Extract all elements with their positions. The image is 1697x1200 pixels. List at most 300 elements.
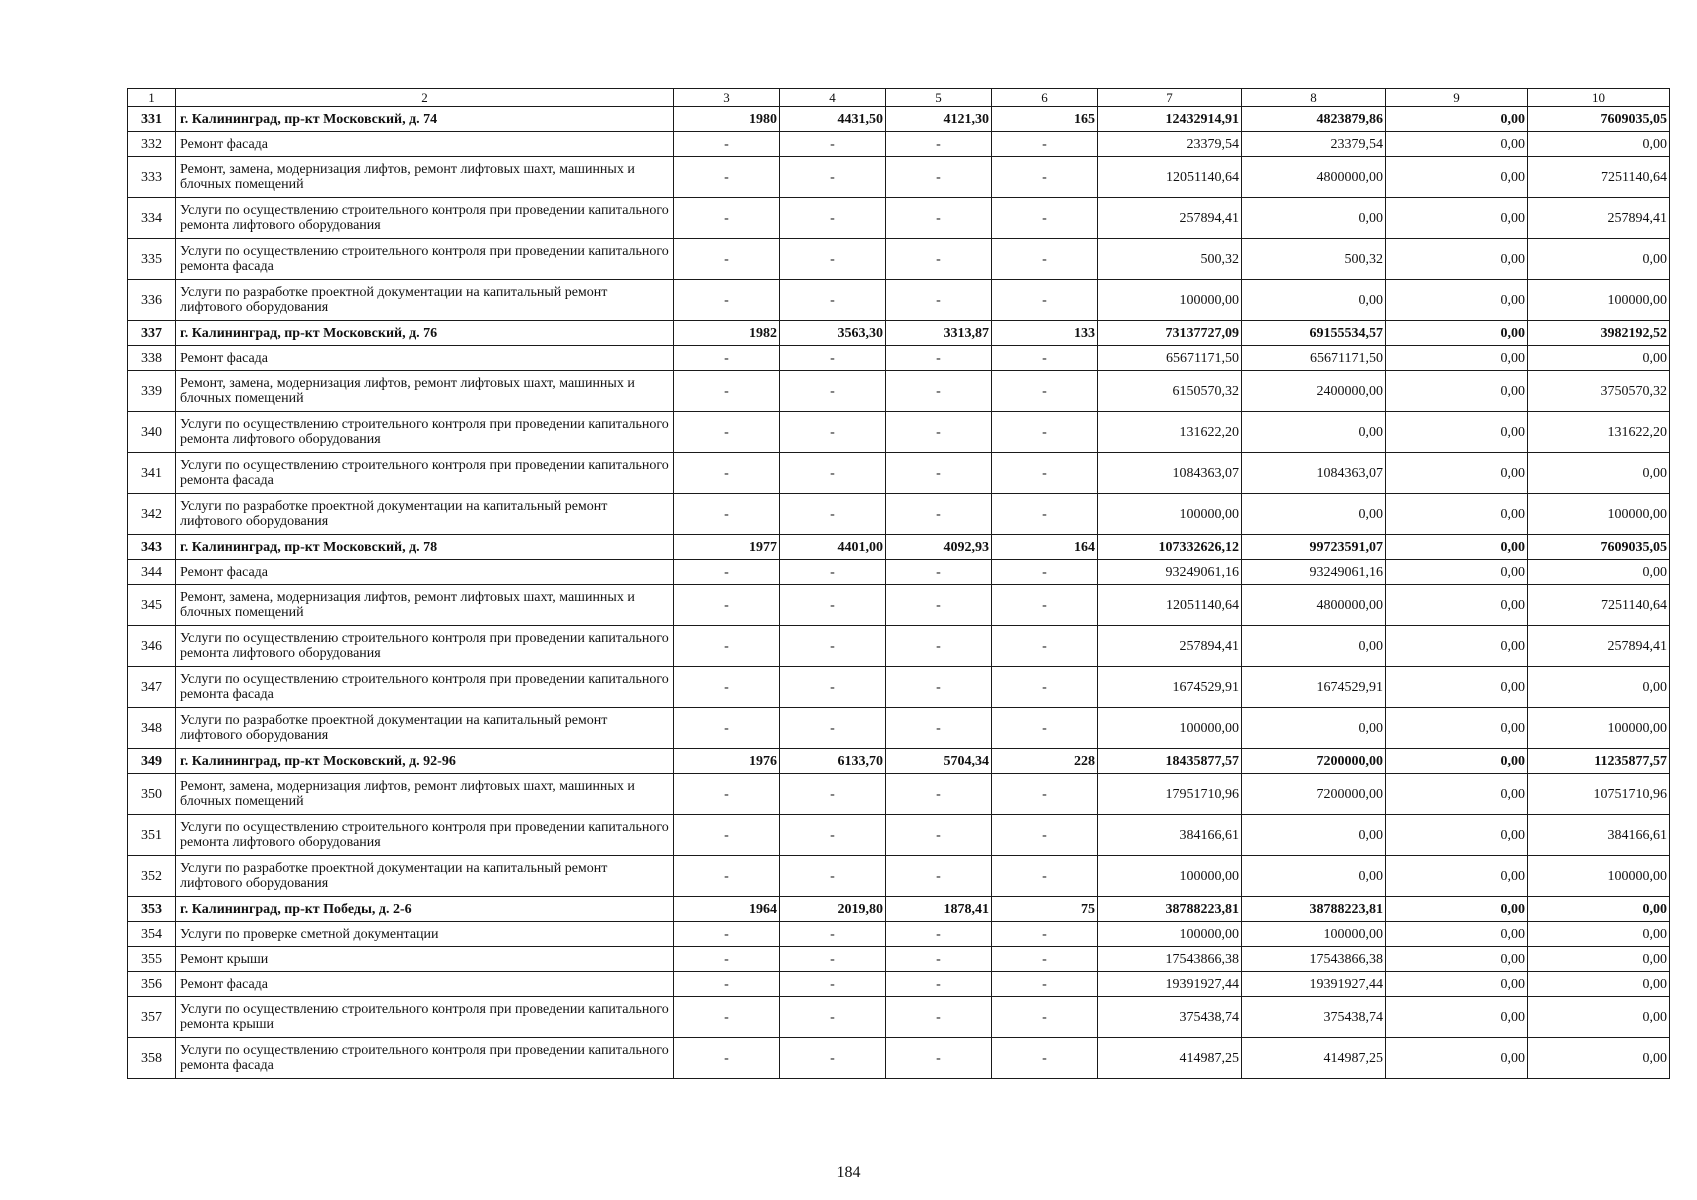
row-number: 355 — [128, 947, 176, 972]
column-header-2: 2 — [176, 89, 674, 107]
total-area: - — [780, 972, 886, 997]
total-cost: 1084363,07 — [1098, 453, 1242, 494]
living-area: - — [886, 856, 992, 897]
row-description: Ремонт фасада — [176, 560, 674, 585]
cost-col-9: 0,00 — [1386, 947, 1528, 972]
total-area: - — [780, 412, 886, 453]
column-header-5: 5 — [886, 89, 992, 107]
living-area: - — [886, 239, 992, 280]
cost-col-10: 0,00 — [1528, 1038, 1670, 1079]
total-cost: 257894,41 — [1098, 626, 1242, 667]
total-area: - — [780, 157, 886, 198]
total-area: - — [780, 997, 886, 1038]
cost-col-10: 7251140,64 — [1528, 585, 1670, 626]
living-area: - — [886, 585, 992, 626]
living-area: - — [886, 371, 992, 412]
cost-col-8: 7200000,00 — [1242, 749, 1386, 774]
row-description: Ремонт, замена, модернизация лифтов, ремонт лифтовых шахт, машинных и блочных помещений — [176, 371, 674, 412]
total-area: - — [780, 708, 886, 749]
cost-col-10: 7609035,05 — [1528, 535, 1670, 560]
cost-col-9: 0,00 — [1386, 453, 1528, 494]
year-built: - — [674, 560, 780, 585]
total-cost: 414987,25 — [1098, 1038, 1242, 1079]
residents: - — [992, 239, 1098, 280]
total-cost: 23379,54 — [1098, 132, 1242, 157]
row-description: Услуги по осуществлению строительного контроля при проведении капитального ремонта лифтового оборудования — [176, 412, 674, 453]
cost-col-9: 0,00 — [1386, 132, 1528, 157]
row-number: 357 — [128, 997, 176, 1038]
row-description: Услуги по разработке проектной документации на капитальный ремонт лифтового оборудования — [176, 708, 674, 749]
row-number: 353 — [128, 897, 176, 922]
row-description: Услуги по осуществлению строительного контроля при проведении капитального ремонта крыши — [176, 997, 674, 1038]
total-area: - — [780, 774, 886, 815]
residents: - — [992, 626, 1098, 667]
cost-col-8: 69155534,57 — [1242, 321, 1386, 346]
column-header-6: 6 — [992, 89, 1098, 107]
row-description: Ремонт, замена, модернизация лифтов, ремонт лифтовых шахт, машинных и блочных помещений — [176, 157, 674, 198]
row-description: г. Калининград, пр-кт Московский, д. 92-96 — [176, 749, 674, 774]
cost-col-8: 0,00 — [1242, 856, 1386, 897]
living-area: - — [886, 997, 992, 1038]
work-item-row — [128, 412, 1670, 453]
living-area: 3313,87 — [886, 321, 992, 346]
cost-col-9: 0,00 — [1386, 494, 1528, 535]
work-item-row — [128, 453, 1670, 494]
page-number: 184 — [836, 1164, 861, 1181]
total-cost: 100000,00 — [1098, 856, 1242, 897]
residents: - — [992, 157, 1098, 198]
row-number: 331 — [128, 107, 176, 132]
year-built: - — [674, 239, 780, 280]
cost-col-8: 7200000,00 — [1242, 774, 1386, 815]
residents: - — [992, 667, 1098, 708]
row-number: 354 — [128, 922, 176, 947]
cost-col-9: 0,00 — [1386, 922, 1528, 947]
total-area: - — [780, 371, 886, 412]
year-built: 1982 — [674, 321, 780, 346]
cost-col-9: 0,00 — [1386, 1038, 1528, 1079]
work-item-row — [128, 560, 1670, 585]
year-built: - — [674, 626, 780, 667]
row-description: Ремонт крыши — [176, 947, 674, 972]
row-number: 350 — [128, 774, 176, 815]
cost-col-9: 0,00 — [1386, 585, 1528, 626]
residents: - — [992, 412, 1098, 453]
row-description: Услуги по осуществлению строительного контроля при проведении капитального ремонта фасада — [176, 239, 674, 280]
cost-col-9: 0,00 — [1386, 708, 1528, 749]
total-cost: 257894,41 — [1098, 198, 1242, 239]
residents: - — [992, 132, 1098, 157]
year-built: - — [674, 1038, 780, 1079]
address-row — [128, 749, 1670, 774]
residents: - — [992, 585, 1098, 626]
total-cost: 17951710,96 — [1098, 774, 1242, 815]
cost-col-9: 0,00 — [1386, 412, 1528, 453]
residents: 133 — [992, 321, 1098, 346]
total-area: - — [780, 585, 886, 626]
cost-col-10: 0,00 — [1528, 897, 1670, 922]
row-number: 337 — [128, 321, 176, 346]
year-built: - — [674, 774, 780, 815]
cost-col-8: 0,00 — [1242, 280, 1386, 321]
cost-col-8: 0,00 — [1242, 815, 1386, 856]
residents: 165 — [992, 107, 1098, 132]
work-item-row — [128, 922, 1670, 947]
living-area: - — [886, 280, 992, 321]
address-row — [128, 897, 1670, 922]
cost-col-8: 19391927,44 — [1242, 972, 1386, 997]
cost-col-10: 0,00 — [1528, 346, 1670, 371]
work-item-row — [128, 494, 1670, 535]
row-description: Услуги по осуществлению строительного контроля при проведении капитального ремонта лифтового оборудования — [176, 626, 674, 667]
year-built: - — [674, 922, 780, 947]
living-area: 4121,30 — [886, 107, 992, 132]
total-cost: 73137727,09 — [1098, 321, 1242, 346]
total-cost: 100000,00 — [1098, 280, 1242, 321]
work-item-row — [128, 856, 1670, 897]
total-area: - — [780, 198, 886, 239]
residents: - — [992, 560, 1098, 585]
cost-col-10: 131622,20 — [1528, 412, 1670, 453]
cost-col-9: 0,00 — [1386, 774, 1528, 815]
row-description: Услуги по разработке проектной документации на капитальный ремонт лифтового оборудования — [176, 280, 674, 321]
residents: - — [992, 947, 1098, 972]
total-area: 4431,50 — [780, 107, 886, 132]
cost-col-8: 500,32 — [1242, 239, 1386, 280]
year-built: - — [674, 132, 780, 157]
cost-col-9: 0,00 — [1386, 667, 1528, 708]
year-built: - — [674, 815, 780, 856]
column-header-8: 8 — [1242, 89, 1386, 107]
total-area: - — [780, 667, 886, 708]
address-row — [128, 107, 1670, 132]
work-item-row — [128, 774, 1670, 815]
total-cost: 93249061,16 — [1098, 560, 1242, 585]
year-built: - — [674, 198, 780, 239]
residents: - — [992, 856, 1098, 897]
cost-col-9: 0,00 — [1386, 346, 1528, 371]
total-cost: 12051140,64 — [1098, 585, 1242, 626]
total-cost: 1674529,91 — [1098, 667, 1242, 708]
total-area: - — [780, 560, 886, 585]
year-built: - — [674, 997, 780, 1038]
cost-col-10: 100000,00 — [1528, 708, 1670, 749]
row-description: Ремонт фасада — [176, 346, 674, 371]
cost-col-10: 257894,41 — [1528, 626, 1670, 667]
total-cost: 38788223,81 — [1098, 897, 1242, 922]
living-area: - — [886, 198, 992, 239]
cost-col-8: 1084363,07 — [1242, 453, 1386, 494]
living-area: - — [886, 972, 992, 997]
total-area: - — [780, 239, 886, 280]
cost-col-10: 100000,00 — [1528, 856, 1670, 897]
cost-col-9: 0,00 — [1386, 157, 1528, 198]
cost-col-10: 0,00 — [1528, 667, 1670, 708]
living-area: - — [886, 560, 992, 585]
cost-col-10: 384166,61 — [1528, 815, 1670, 856]
row-description: Услуги по осуществлению строительного контроля при проведении капитального ремонта лифтового оборудования — [176, 815, 674, 856]
work-item-row — [128, 157, 1670, 198]
cost-col-10: 100000,00 — [1528, 494, 1670, 535]
work-item-row — [128, 972, 1670, 997]
row-description: г. Калининград, пр-кт Победы, д. 2-6 — [176, 897, 674, 922]
residents: - — [992, 494, 1098, 535]
residents: - — [992, 1038, 1098, 1079]
row-description: Ремонт фасада — [176, 972, 674, 997]
total-cost: 65671171,50 — [1098, 346, 1242, 371]
cost-col-8: 23379,54 — [1242, 132, 1386, 157]
residents: - — [992, 346, 1098, 371]
cost-col-10: 3750570,32 — [1528, 371, 1670, 412]
year-built: - — [674, 412, 780, 453]
row-description: г. Калининград, пр-кт Московский, д. 76 — [176, 321, 674, 346]
cost-col-10: 0,00 — [1528, 132, 1670, 157]
cost-col-8: 4800000,00 — [1242, 585, 1386, 626]
living-area: - — [886, 774, 992, 815]
total-area: 6133,70 — [780, 749, 886, 774]
cost-col-10: 10751710,96 — [1528, 774, 1670, 815]
cost-col-10: 100000,00 — [1528, 280, 1670, 321]
total-area: - — [780, 922, 886, 947]
year-built: - — [674, 157, 780, 198]
cost-col-8: 0,00 — [1242, 412, 1386, 453]
year-built: 1964 — [674, 897, 780, 922]
cost-col-9: 0,00 — [1386, 997, 1528, 1038]
year-built: - — [674, 453, 780, 494]
work-item-row — [128, 585, 1670, 626]
living-area: - — [886, 815, 992, 856]
year-built: - — [674, 494, 780, 535]
residents: - — [992, 997, 1098, 1038]
row-number: 351 — [128, 815, 176, 856]
column-header-1: 1 — [128, 89, 176, 107]
total-area: - — [780, 626, 886, 667]
total-area: - — [780, 346, 886, 371]
total-cost: 12051140,64 — [1098, 157, 1242, 198]
total-area: - — [780, 947, 886, 972]
living-area: - — [886, 412, 992, 453]
residents: - — [992, 922, 1098, 947]
living-area: - — [886, 494, 992, 535]
cost-col-10: 0,00 — [1528, 997, 1670, 1038]
residents: - — [992, 198, 1098, 239]
total-cost: 100000,00 — [1098, 708, 1242, 749]
total-cost: 17543866,38 — [1098, 947, 1242, 972]
row-number: 345 — [128, 585, 176, 626]
year-built: - — [674, 972, 780, 997]
total-cost: 131622,20 — [1098, 412, 1242, 453]
year-built: 1976 — [674, 749, 780, 774]
work-item-row — [128, 997, 1670, 1038]
residents: - — [992, 972, 1098, 997]
work-item-row — [128, 198, 1670, 239]
residents: - — [992, 453, 1098, 494]
total-area: - — [780, 1038, 886, 1079]
column-header-10: 10 — [1528, 89, 1670, 107]
total-cost: 384166,61 — [1098, 815, 1242, 856]
residents: - — [992, 774, 1098, 815]
living-area: - — [886, 708, 992, 749]
cost-col-10: 0,00 — [1528, 560, 1670, 585]
work-item-row — [128, 132, 1670, 157]
row-description: г. Калининград, пр-кт Московский, д. 74 — [176, 107, 674, 132]
work-item-row — [128, 708, 1670, 749]
cost-col-9: 0,00 — [1386, 897, 1528, 922]
cost-col-10: 0,00 — [1528, 922, 1670, 947]
residents: - — [992, 815, 1098, 856]
cost-col-8: 0,00 — [1242, 708, 1386, 749]
cost-col-8: 4823879,86 — [1242, 107, 1386, 132]
total-area: - — [780, 815, 886, 856]
row-description: Услуги по осуществлению строительного контроля при проведении капитального ремонта фасада — [176, 1038, 674, 1079]
row-number: 348 — [128, 708, 176, 749]
column-header-9: 9 — [1386, 89, 1528, 107]
cost-col-9: 0,00 — [1386, 239, 1528, 280]
cost-col-8: 0,00 — [1242, 198, 1386, 239]
row-description: Услуги по осуществлению строительного контроля при проведении капитального ремонта лифтового оборудования — [176, 198, 674, 239]
total-cost: 18435877,57 — [1098, 749, 1242, 774]
work-item-row — [128, 239, 1670, 280]
cost-col-9: 0,00 — [1386, 535, 1528, 560]
cost-col-10: 0,00 — [1528, 453, 1670, 494]
cost-col-8: 414987,25 — [1242, 1038, 1386, 1079]
total-cost: 500,32 — [1098, 239, 1242, 280]
row-number: 343 — [128, 535, 176, 560]
year-built: 1980 — [674, 107, 780, 132]
cost-col-10: 11235877,57 — [1528, 749, 1670, 774]
column-header-7: 7 — [1098, 89, 1242, 107]
row-number: 344 — [128, 560, 176, 585]
row-description: г. Калининград, пр-кт Московский, д. 78 — [176, 535, 674, 560]
living-area: - — [886, 1038, 992, 1079]
year-built: - — [674, 346, 780, 371]
residents: 75 — [992, 897, 1098, 922]
row-number: 352 — [128, 856, 176, 897]
living-area: 1878,41 — [886, 897, 992, 922]
row-description: Услуги по осуществлению строительного контроля при проведении капитального ремонта фасада — [176, 667, 674, 708]
total-area: 3563,30 — [780, 321, 886, 346]
living-area: - — [886, 346, 992, 371]
year-built: 1977 — [674, 535, 780, 560]
work-item-row — [128, 1038, 1670, 1079]
cost-col-8: 99723591,07 — [1242, 535, 1386, 560]
cost-col-10: 7609035,05 — [1528, 107, 1670, 132]
work-item-row — [128, 346, 1670, 371]
cost-col-9: 0,00 — [1386, 856, 1528, 897]
row-number: 336 — [128, 280, 176, 321]
work-item-row — [128, 667, 1670, 708]
total-cost: 12432914,91 — [1098, 107, 1242, 132]
cost-col-9: 0,00 — [1386, 198, 1528, 239]
year-built: - — [674, 947, 780, 972]
column-number-header-row — [128, 89, 1670, 107]
row-description: Услуги по осуществлению строительного контроля при проведении капитального ремонта фасада — [176, 453, 674, 494]
row-description: Ремонт фасада — [176, 132, 674, 157]
row-number: 349 — [128, 749, 176, 774]
living-area: 4092,93 — [886, 535, 992, 560]
row-number: 335 — [128, 239, 176, 280]
cost-col-8: 1674529,91 — [1242, 667, 1386, 708]
cost-col-8: 100000,00 — [1242, 922, 1386, 947]
row-number: 347 — [128, 667, 176, 708]
cost-col-9: 0,00 — [1386, 749, 1528, 774]
row-number: 334 — [128, 198, 176, 239]
total-cost: 6150570,32 — [1098, 371, 1242, 412]
total-area: - — [780, 856, 886, 897]
row-number: 356 — [128, 972, 176, 997]
cost-col-9: 0,00 — [1386, 626, 1528, 667]
living-area: - — [886, 947, 992, 972]
row-number: 338 — [128, 346, 176, 371]
work-item-row — [128, 947, 1670, 972]
cost-col-10: 0,00 — [1528, 239, 1670, 280]
row-number: 341 — [128, 453, 176, 494]
row-description: Услуги по разработке проектной документации на капитальный ремонт лифтового оборудования — [176, 494, 674, 535]
year-built: - — [674, 708, 780, 749]
cost-col-8: 17543866,38 — [1242, 947, 1386, 972]
living-area: - — [886, 453, 992, 494]
work-item-row — [128, 280, 1670, 321]
column-header-4: 4 — [780, 89, 886, 107]
cost-col-9: 0,00 — [1386, 321, 1528, 346]
cost-col-8: 0,00 — [1242, 626, 1386, 667]
year-built: - — [674, 371, 780, 412]
work-item-row — [128, 371, 1670, 412]
cost-col-10: 0,00 — [1528, 972, 1670, 997]
total-area: 2019,80 — [780, 897, 886, 922]
cost-col-8: 65671171,50 — [1242, 346, 1386, 371]
cost-col-8: 4800000,00 — [1242, 157, 1386, 198]
residents: 164 — [992, 535, 1098, 560]
total-area: - — [780, 280, 886, 321]
cost-col-9: 0,00 — [1386, 371, 1528, 412]
row-description: Услуги по проверке сметной документации — [176, 922, 674, 947]
work-item-row — [128, 815, 1670, 856]
row-number: 358 — [128, 1038, 176, 1079]
cost-col-10: 257894,41 — [1528, 198, 1670, 239]
year-built: - — [674, 280, 780, 321]
year-built: - — [674, 856, 780, 897]
year-built: - — [674, 667, 780, 708]
total-cost: 19391927,44 — [1098, 972, 1242, 997]
repair-program-table — [127, 88, 1670, 1079]
address-row — [128, 321, 1670, 346]
living-area: - — [886, 667, 992, 708]
residents: 228 — [992, 749, 1098, 774]
column-header-3: 3 — [674, 89, 780, 107]
row-number: 346 — [128, 626, 176, 667]
residents: - — [992, 371, 1098, 412]
total-area: - — [780, 453, 886, 494]
total-cost: 375438,74 — [1098, 997, 1242, 1038]
cost-col-9: 0,00 — [1386, 815, 1528, 856]
cost-col-8: 0,00 — [1242, 494, 1386, 535]
work-item-row — [128, 626, 1670, 667]
total-cost: 100000,00 — [1098, 494, 1242, 535]
row-number: 332 — [128, 132, 176, 157]
row-number: 342 — [128, 494, 176, 535]
row-number: 333 — [128, 157, 176, 198]
living-area: - — [886, 922, 992, 947]
cost-col-8: 93249061,16 — [1242, 560, 1386, 585]
total-cost: 107332626,12 — [1098, 535, 1242, 560]
cost-col-8: 38788223,81 — [1242, 897, 1386, 922]
cost-col-9: 0,00 — [1386, 280, 1528, 321]
row-number: 340 — [128, 412, 176, 453]
table-body — [128, 107, 1670, 1079]
cost-col-9: 0,00 — [1386, 972, 1528, 997]
row-description: Ремонт, замена, модернизация лифтов, ремонт лифтовых шахт, машинных и блочных помещений — [176, 585, 674, 626]
